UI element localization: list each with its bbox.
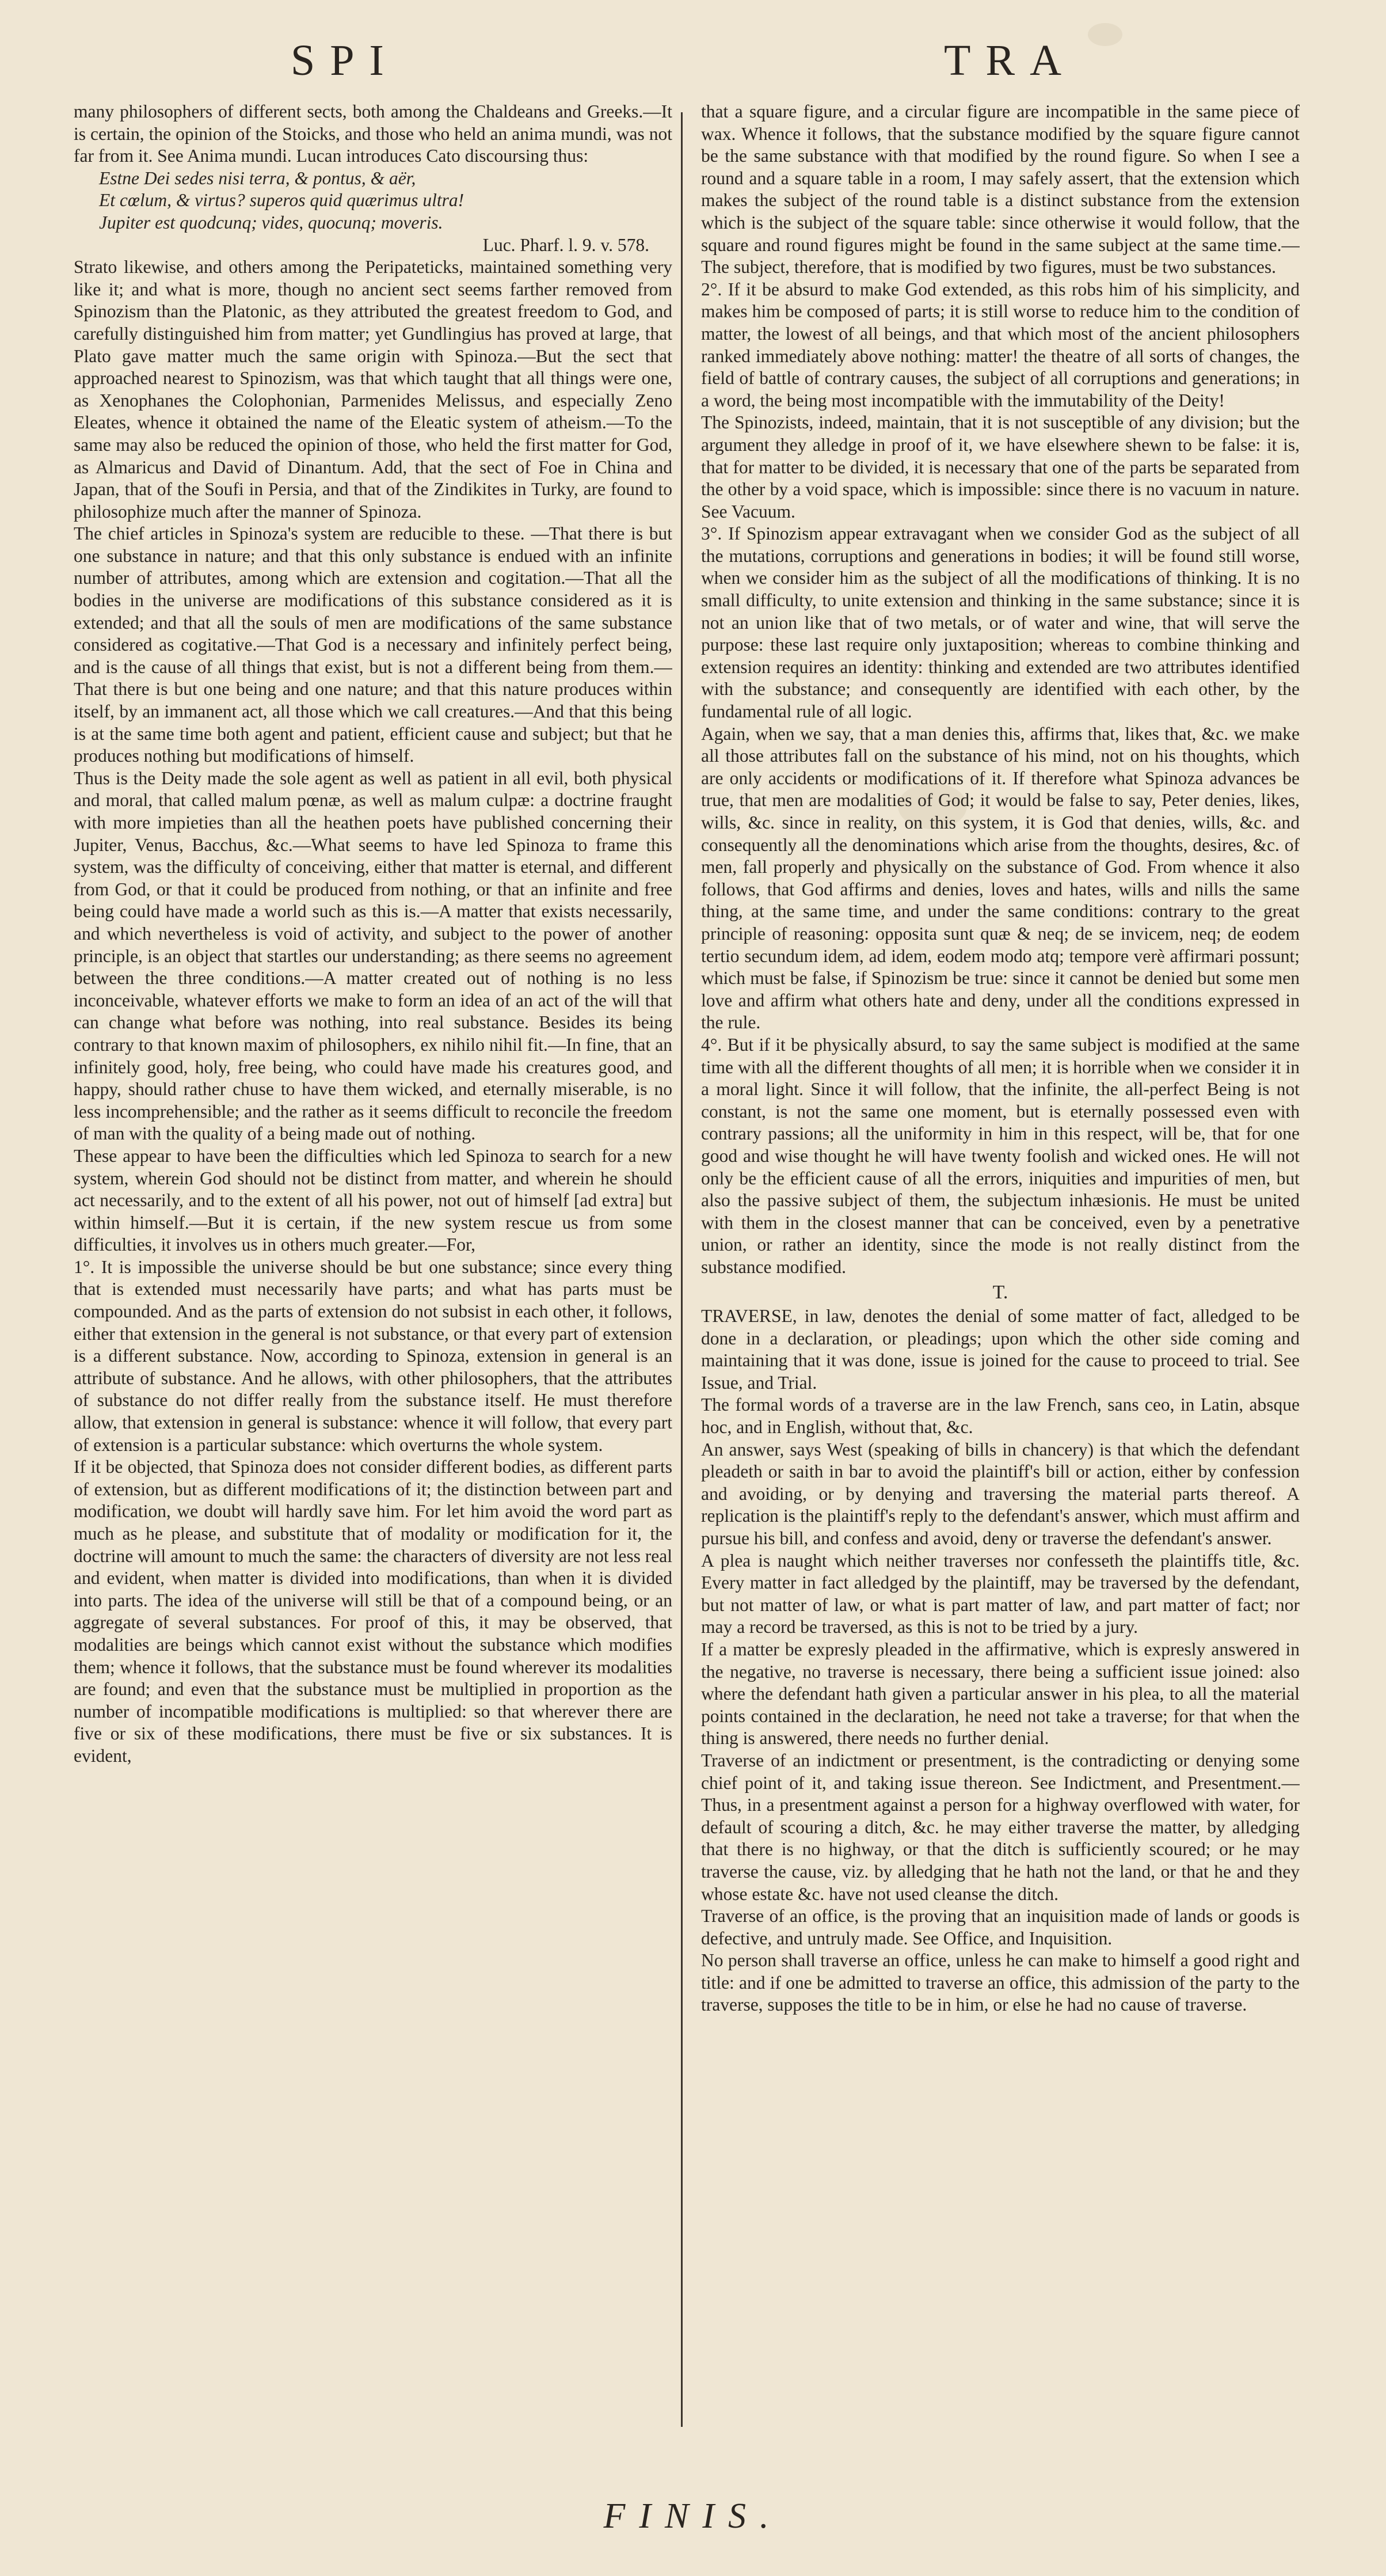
paragraph: 4°. But if it be physically absurd, to say the same subject is modified at the same time with all the different thoughts of all men; it is horrible when we consider it in a moral light. Since it will follow, that the infinite, the all-perfect Being is not constant, is not the same one moment, but is eternally possessed even with contrary passions; all the uniformity in him in this respect, will be, that for one good and wise thought he will have twenty foolish and wicked ones. He will not only be the efficient cause of all the errors, iniquities and impurities of men, but also the passive subject of them, the subjectum inhæsionis. He must be united with them in the closest manner that can be conceived, even by a penetrative union, or rather an identity, since the mode is not really distinct from the substance modified.	[701, 1034, 1300, 1277]
left-column	[74, 101, 672, 2433]
paragraph: The chief articles in Spinoza's system are reducible to these. —That there is but one substance in nature; and that this only substance is endued with an infinite number of attributes, among which are extension and cogitation.—That all the bodies in the universe are modifications of this substance considered as it is extended; and that all the souls of men are modifications of the same substance considered as cogitative.—That God is a necessary and infinitely perfect being, and is the cause of all things that exist, but is not a different being from them.—That there is but one being and one nature; and that this nature produces within itself, by an immanent act, all those which we call creatures.—And that this being is at the same time both agent and patient, efficient cause and subject; but that he produces nothing but modifications of himself.	[74, 523, 672, 766]
paragraph: The formal words of a traverse are in the law French, sans ceo, in Latin, absque hoc, and in English, without that, &c.	[701, 1395, 1300, 1438]
finis-footer: FINIS.	[603, 2497, 783, 2536]
header-right-word: TRA	[944, 36, 1076, 85]
right-column	[701, 101, 1300, 2433]
paragraph: If a matter be expresly pleaded in the affirmative, which is expresly answered in the negative, no traverse is necessary, there being a sufficient issue joined: also where the defendant hath given a particular answer in his plea, to all the material points contained in the declaration, he need not take a traverse; for that when the thing is answered, there needs no further denial.	[701, 1639, 1300, 1749]
entry-traverse-office: Traverse of an office, is the proving that an inquisition made of lands or goods is defective, and untruly made. See Office, and Inquisition.	[701, 1906, 1300, 1948]
entry-traverse: TRAVERSE, in law, denotes the denial of some matter of fact, alledged to be done in a declaration, or pleadings; upon which the other side coming and maintaining that it was done, issue is joined for the cause to proceed to trial. See Issue, and Trial.	[701, 1306, 1300, 1393]
entry-traverse-indictment: Traverse of an indictment or presentment, is the contradicting or denying some chief point of it, and taking issue thereon. See Indictment, and Presentment.—Thus, in a presentment against a person for a highway overflowed with water, for default of scouring a ditch, &c. he may either traverse the matter, by alledging that there is no highway, or that the ditch is sufficiently scoured; or he may traverse the cause, viz. by alledging that he hath not the land, or that he and they whose estate &c. have not used cleanse the ditch.	[701, 1750, 1300, 1904]
verse-line: Et cœlum, & virtus? superos quid quærimus ultra!	[99, 190, 464, 211]
header-left-word: SPI	[291, 36, 399, 85]
column-divider	[681, 112, 683, 2427]
paragraph: Strato likewise, and others among the Peripateticks, maintained something very like it; and what is more, though no ancient sect seems farther removed from Spinozism than the Platonic, as they attributed the greatest freedom to God, and carefully distinguished him from matter; yet Gundlingius has proved at large, that Plato gave matter much the same origin with Spinoza.—But the sect that approached nearest to Spinozism, was that which taught that all things were one, as Xenophanes the Colophonian, Parmenides Melissus, and especially Zeno Eleates, whence it obtained the name of the Eleatic system of atheism.—To the same may also be reduced the opinion of those, who held the first matter for God, as Almaricus and David of Dinantum. Add, that the sect of Foe in China and Japan, that of the Soufi in Persia, and that of the Zindikites in Turky, are found to philosophize much after the manner of Spinoza.	[74, 257, 672, 522]
paragraph: These appear to have been the difficulties which led Spinoza to search for a new system, wherein God should not be distinct from matter, and wherein he should act necessarily, and to the extent of all his power, not out of himself [ad extra] but within himself.—But it is certain, if the new system rescue us from some difficulties, it involves us in others much greater.—For,	[74, 1145, 672, 1255]
verse-citation: Luc. Pharf. l. 9. v. 578.	[482, 234, 649, 255]
paragraph: The Spinozists, indeed, maintain, that it is not susceptible of any division; but the argument they alledge in proof of it, we have elsewhere shewn to be false: it is, that for matter to be divided, it is necessary that one of the parts be separated from the other by a void space, which is impossible: since there is no vacuum in nature. See Vacuum.	[701, 412, 1300, 522]
paragraph: 3°. If Spinozism appear extravagant when we consider God as the subject of all the mutations, corruptions and generations in bodies; it will be found still worse, when we consider him as the subject of all the modifications of thinking. It is no small difficulty, to unite extension and thinking in the same substance; since it is not an union like that of two metals, or of water and wine, that will serve the purpose: these last require only juxtaposition; whereas to combine thinking and extension requires an identity: thinking and extended are two attributes identified with the substance; and consequently are identified with each other, by the fundamental rule of all logic.	[701, 523, 1300, 722]
paragraph: many philosophers of different sects, both among the Chaldeans and Greeks.—It is certain, the opinion of the Stoicks, and those who held an anima mundi, was not far from it. See Anima mundi. Lucan introduces Cato discoursing thus:	[74, 101, 672, 166]
verse-line: Jupiter est quodcunq; vides, quocunq; moveris.	[99, 212, 443, 233]
paragraph: An answer, says West (speaking of bills in chancery) is that which the defendant pleadeth or saith in bar to avoid the plaintiff's bill or action, either by confession and avoiding, or by denying and traversing the material parts thereof. A replication is the plaintiff's reply to the defendant's answer, which must affirm and pursue his bill, and confess and avoid, deny or traverse the defendant's answer.	[701, 1439, 1300, 1548]
paragraph: No person shall traverse an office, unless he can make to himself a good right and title: and if one be admitted to traverse an office, this admission of the party to the traverse, supposes the title to be in him, or else he had no cause of traverse.	[701, 1950, 1300, 2015]
verse-line: Estne Dei sedes nisi terra, & pontus, & aër,	[99, 168, 416, 188]
running-header	[0, 36, 1386, 88]
paragraph: A plea is naught which neither traverses nor confesseth the plaintiffs title, &c. Every matter in fact alledged by the plaintiff, may be traversed by the defendant, but not matter of law, or what is part matter of law, and part matter of fact; nor may a record be traversed, as this is not to be tried by a jury.	[701, 1550, 1300, 1637]
paragraph: If it be objected, that Spinoza does not consider different bodies, as different parts of extension, but as different modifications of it; the distinction between part and modification, we doubt will hardly save him. For let him avoid the word part as much as he please, and substitute that of modality or modification for it, the doctrine will amount to much the same: the characters of diversity are not less real and evident, when matter is divided into modifications, than when it is divided into parts. The idea of the universe will still be that of a compound being, or an aggregate of several substances. For proof of this, it may be observed, that modalities are beings which cannot exist without the substance which modifies them; whence it follows, that the substance must be found wherever its modalities are found; and even that the substance must be multiplied in proportion as the number of incompatible modifications is multiplied: so that wherever there are five or six of these modifications, there must be five or six substances. It is evident,	[74, 1457, 672, 1766]
paragraph: that a square figure, and a circular figure are incompatible in the same piece of wax. Whence it follows, that the substance modified by the square figure cannot be the same substance with that modified by the round figure. So when I see a round and a square table in a room, I may safely assert, that the extension which makes the subject of the round table is a distinct substance from the extension which is the subject of the square table: since otherwise it would follow, that the square and round figures might be found in the same subject at the same time.—The subject, therefore, that is modified by two figures, must be two substances.	[701, 101, 1300, 278]
section-letter: T.	[992, 1282, 1008, 1304]
paragraph: Thus is the Deity made the sole agent as well as patient in all evil, both physical and moral, that called malum pœnæ, as well as malum culpæ: a doctrine fraught with more impieties than all the heathen poets have published concerning their Jupiter, Venus, Bacchus, &c.—What seems to have led Spinoza to frame this system, was the difficulty of conceiving, either that matter is eternal, and different from God, or that it could be produced from nothing, or that an infinite and free being could have made a world such as this is.—A matter that exists necessarily, and which nevertheless is void of activity, and subject to the power of another principle, is an object that startles our understanding; as there seems no agreement between the three conditions.—A matter created out of nothing is no less inconceivable, whatever efforts we make to form an idea of an act of the will that can change what before was nothing, into real substance. Besides its being contrary to that known maxim of philosophers, ex nihilo nihil fit.—In fine, that an infinitely good, holy, free being, who could have made his creatures good, and happy, should rather chuse to have them wicked, and eternally miserable, is no less incomprehensible; and the rather as it seems difficult to reconcile the freedom of man with the quality of a being made out of nothing.	[74, 768, 672, 1144]
paragraph: 1°. It is impossible the universe should be but one substance; since every thing that is extended must necessarily have parts; and what has parts must be compounded. And as the parts of extension do not subsist in each other, it follows, either that extension in the general is not substance, or that every part of extension is a different substance. Now, according to Spinoza, extension in general is an attribute of substance. And he allows, with other philosophers, that the attributes of substance do not differ really from the substance itself. He must therefore allow, that extension in general is substance: whence it will follow, that every part of extension is a particular substance: which overturns the whole system.	[74, 1256, 672, 1455]
paragraph: Again, when we say, that a man denies this, affirms that, likes that, &c. we make all those attributes fall on the substance of his mind, not on his thoughts, which are only accidents or modifications of it. If therefore what Spinoza advances be true, that men are modalities of God; it would be false to say, Peter denies, likes, wills, &c. since in reality, on this system, it is God that denies, wills, &c. and consequently all the denominations which arise from the thoughts, desires, &c. of men, fall properly and physically on the substance of God. From whence it also follows, that God affirms and denies, loves and hates, wills and nills the same thing, at the same time, and under the same conditions: contrary to the great principle of reasoning: opposita sunt quæ & neq; de se invicem, neq; de eodem tertio secundum idem, ad idem, eodem modo atq; tempore verè affirmari possunt; which must be false, if Spinozism be true: since it cannot be denied but some men love and affirm what others hate and deny, under all the conditions expressed in the rule.	[701, 723, 1300, 1033]
paragraph: 2°. If it be absurd to make God extended, as this robs him of his simplicity, and makes him be composed of parts; it is still worse to reduce him to the condition of matter, the lowest of all beings, and that which most of the ancient philosophers ranked immediately above nothing: matter! the theatre of all sorts of changes, the field of battle of contrary causes, the subject of all corruptions and generations; in a word, the being most incompatible with the immutability of the Deity!	[701, 279, 1300, 411]
